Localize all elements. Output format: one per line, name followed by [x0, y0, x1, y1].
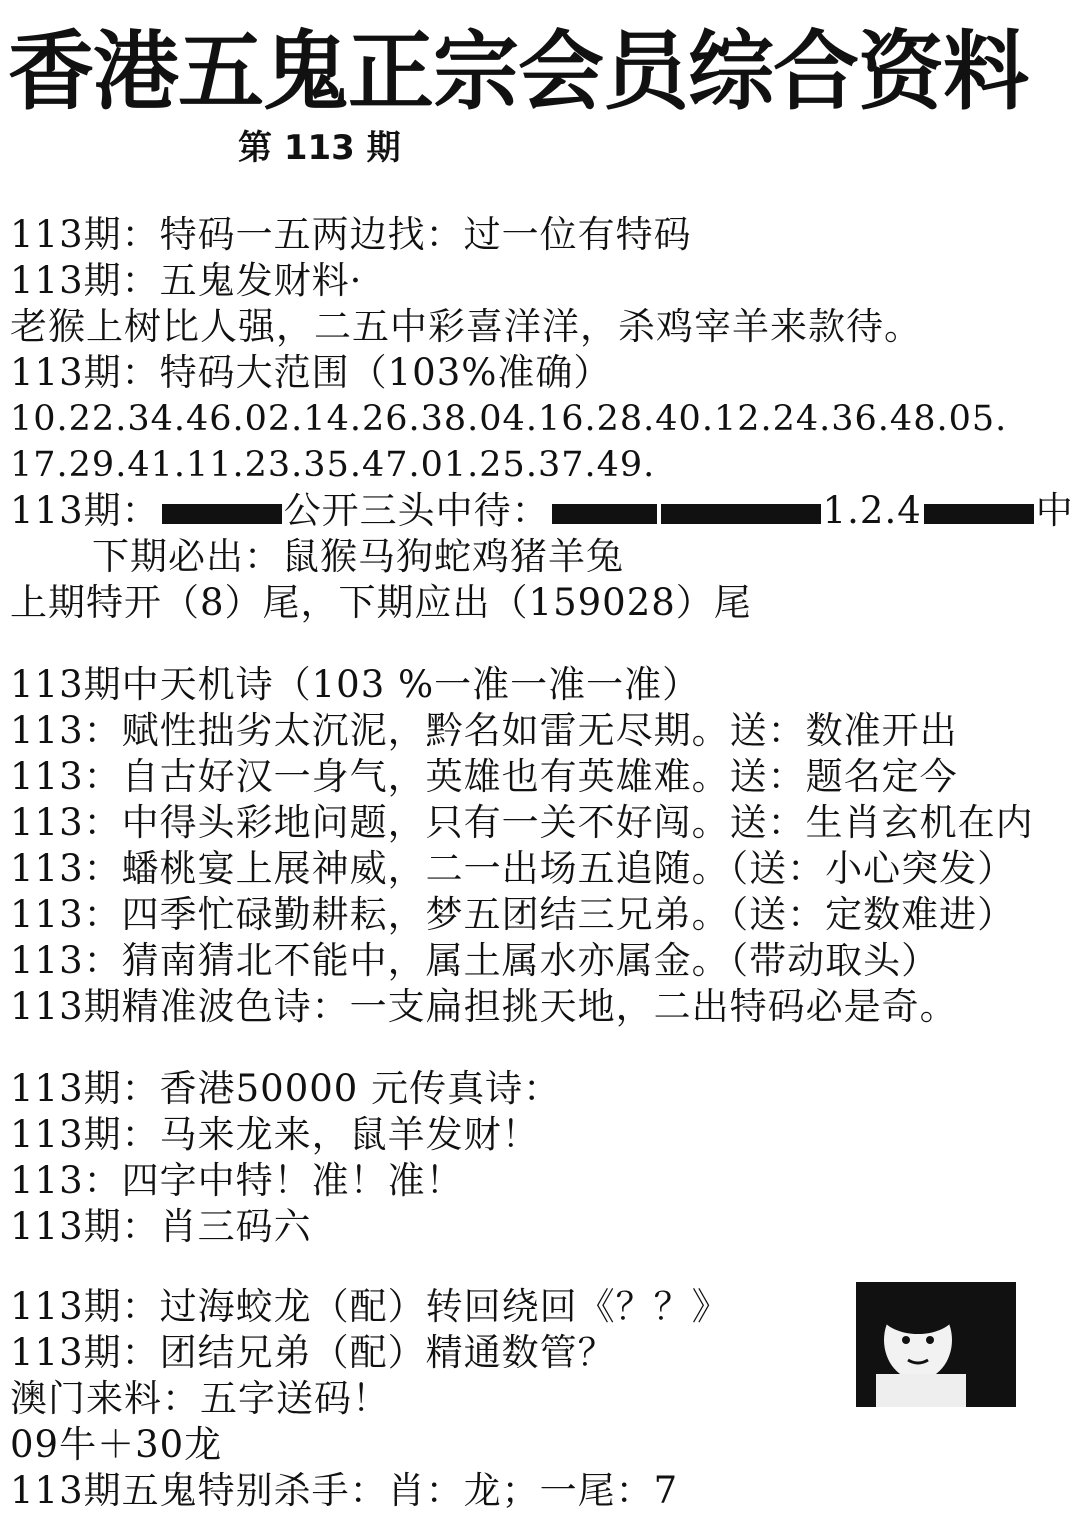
text-line: 上期特开（8）尾，下期应出（159028）尾	[10, 581, 752, 624]
text-line: 澳门来料：五字送码！	[10, 1377, 390, 1420]
text-line: 113期：五鬼发财料·	[10, 259, 363, 302]
text-line: 113期：过海蛟龙（配）转回绕回《？？》	[10, 1285, 730, 1328]
number-line: 17.29.41.11.23.35.47.01.25.37.49.	[10, 445, 656, 485]
text-line: 113期：特码大范围（103%准确）	[10, 351, 612, 394]
text-line: 113期：香港50000 元传真诗：	[10, 1067, 562, 1110]
text-line: 113期精准波色诗：一支扁担挑天地，二出特码必是奇。	[10, 985, 958, 1028]
line-suffix: 中	[1035, 489, 1074, 532]
text-line: 老猴上树比人强，二五中彩喜洋洋，杀鸡宰羊来款待。	[10, 305, 922, 348]
redaction-bar	[661, 504, 821, 524]
portrait-photo	[856, 1282, 1016, 1407]
page-title: 香港五鬼正宗会员综合资料	[8, 22, 1028, 122]
text-line: 113期中天机诗（103 %一准一准一准）	[10, 663, 701, 706]
text-line: 113期：特码一五两边找：过一位有特码	[10, 213, 692, 256]
text-line: 113：自古好汉一身气，英雄也有英雄难。送：题名定今	[10, 755, 958, 798]
text-line: 113：蟠桃宴上展神威，二一出场五追随。（送：小心突发）	[10, 847, 1016, 890]
line-middle: 公开三头中待：	[283, 489, 550, 532]
number-line: 10.22.34.46.02.14.26.38.04.16.28.40.12.24.36.48.05.	[10, 399, 1008, 439]
text-line: 113：猜南猜北不能中，属土属水亦属金。（带动取头）	[10, 939, 940, 982]
line-numbers: 1.2.4	[822, 489, 922, 532]
redaction-bar	[162, 504, 282, 524]
text-line: 113期：团结兄弟（配）精通数管？	[10, 1331, 616, 1374]
redaction-bar	[924, 504, 1034, 524]
line-prefix: 113期：	[10, 489, 160, 532]
text-line: 113：赋性拙劣太沉泥，黔名如雷无尽期。送：数准开出	[10, 709, 958, 752]
portrait-photo-graphic	[856, 1282, 1016, 1407]
text-line: 下期必出：鼠猴马狗蛇鸡猪羊兔	[92, 535, 624, 578]
text-line: 113：中得头彩地问题，只有一关不好闯。送：生肖玄机在内	[10, 801, 1034, 844]
text-line: 113：四季忙碌勤耕耘，梦五团结三兄弟。（送：定数难进）	[10, 893, 1016, 936]
text-line: 113期：肖三码六	[10, 1205, 312, 1248]
redacted-line	[10, 488, 1074, 534]
text-line: 113：四字中特！准！准！	[10, 1159, 464, 1202]
issue-label: 第 113 期	[238, 128, 401, 168]
redaction-bar	[552, 504, 657, 524]
text-line: 113期：马来龙来，鼠羊发财！	[10, 1113, 540, 1156]
text-line: 09牛＋30龙	[10, 1423, 223, 1466]
text-line: 113期五鬼特别杀手：肖：龙；一尾：7	[10, 1469, 679, 1512]
